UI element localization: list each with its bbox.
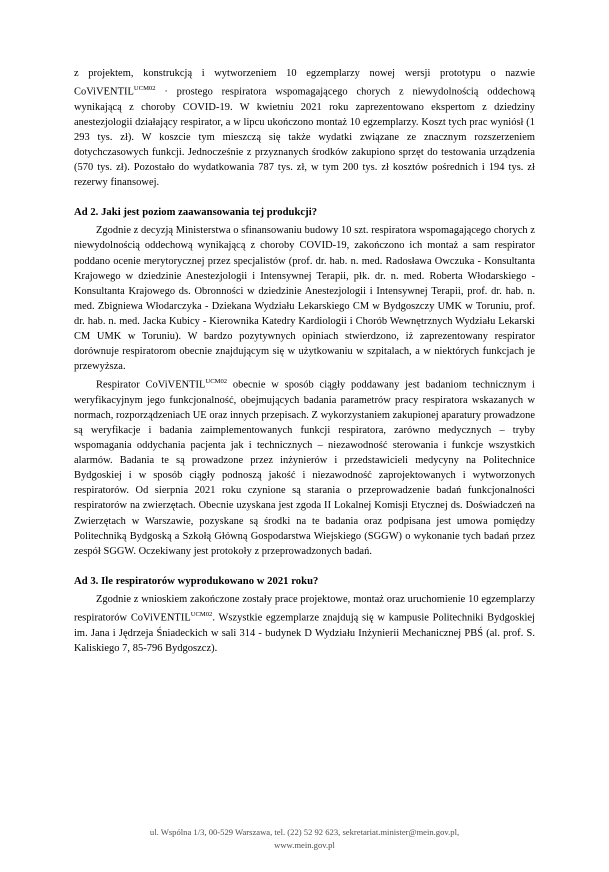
- spacer: [74, 559, 535, 574]
- heading-ad-3: Ad 3. Ile respiratorów wyprodukowano w 2021 roku?: [74, 575, 319, 587]
- superscript-label: UCM02: [133, 85, 156, 93]
- paragraph-ad2-first: Zgodnie z decyzją Ministerstwa o sfinansowaniu budowy 10 szt. respiratora wspomagającego chorych z niewydolnością oddechową wynikającą z choroby COVID-19, zakończono ich montaż a sam respirator poddano ocenie merytorycznej przez specjalistów (prof. dr. hab. n. med. Radosława Owczuka - Konsultanta Krajowego w dziedzinie Anestezjologii i Intensywnej Terapii, płk. dr. n. med. Roberta Włodarskiego - Konsultanta Krajowego ds. Obronności w dziedzinie Anestezjologii i Intensywnej Terapii, prof. dr. hab. n. med. Zbigniewa Włodarczyka - Dziekana Wydziału Lekarskiego CM w Bydgoszczy UMK w Toruniu, prof. dr. hab. n. med. Jacka Kubicy - Kierownika Katedry Kardiologii i Chorób Wewnętrznych Wydziału Lekarski CM UMK w Toruniu). W bardzo pozytywnych opiniach stwierdzono, iż zaprezentowany respirator dorównuje respiratorom obecnie znajdującym się w użytkowaniu w szpitalach, a w niektórych funkcjach je przewyższa.: [74, 225, 535, 373]
- heading-ad-2: Ad 2. Jaki jest poziom zaawansowania tej produkcji?: [74, 207, 318, 219]
- paragraph-intro-continued: z projektem, konstrukcją i wytworzeniem 10 egzemplarzy nowej wersji prototypu o nazwie CoViVENTIL$^{UCM02}$ · prostego respiratora wspomagającego chorych z niewydolnością oddechową wynikającą z choroby COVID-19. W kwietniu 2021 roku zaprezentowano ekspertom z dziedziny anestezjologii działający respirator, a w lipcu ukończono montaż 10 egzemplarzy. Koszt tych prac wyniósł (1 293 tys. zł). W koszcie tym mieszczą się także wydatki związane ze znacznym rozszerzeniem dotychczasowych funkcji. Jednocześnie z przyznanych środków zakupiono sprzęt do testowania urządzenia (570 tys. zł). Pozostało do wydatkowania 787 tys. zł, w tym 200 tys. zł kosztów pośrednich i 194 tys. zł rezerwy finansowej.: [74, 68, 535, 189]
- superscript-label: UCM02: [190, 611, 213, 619]
- superscript-label: UCM02: [205, 378, 228, 386]
- page-footer: [0, 826, 609, 852]
- paragraph-ad2-second: Respirator CoViVENTIL$^{UCM02}$ obecnie w sposób ciągły poddawany jest badaniom technicznym i weryfikacyjnym jego funkcjonalność, obejmujących badania parametrów pracy respiratora wskazanych w normach, rozporządzeniach UE oraz innych przepisach. Z wykorzystaniem zakupionej aparatury prowadzone są weryfikacje i badania zaimplementowanych funkcji respiratora, zarówno medycznych – tryby wspomagania oddychania pacjenta jak i technicznych – niezawodność sterowania i funkcje wszystkich alarmów. Badania te są prowadzone przez inżynierów i przedstawicieli medycyny na Politechnice Bydgoskiej i w sposób ciągły podnoszą jakość i niezawodność zaprojektowanych i wytworzonych respiratorów. Od sierpnia 2021 roku czynione są starania o przeprowadzenie badań funkcjonalności respiratorów na zwierzętach. Obecnie uzyskana jest zgoda II Lokalnej Komisji Etycznej ds. Doświadczeń na Zwierzętach w Warszawie, pozyskane są środki na te badania oraz podpisana jest umowa pomiędzy Politechniką Bydgoską a Szkołą Główną Gospodarstwa Wiejskiego (SGGW) o wykonanie tych badań przez zespół SGGW. Oczekiwany jest protokoły z przeprowadzonych badań.: [74, 378, 535, 557]
- paragraph-ad3: Zgodnie z wnioskiem zakończone zostały prace projektowe, montaż oraz uruchomienie 10 egzemplarzy respiratorów CoViVENTIL$^{UCM02}$. Wszystkie egzemplarze znajdują się w kampusie Politechniki Bydgoskiej im. Jana i Jędrzeja Śniadeckich w sali 314 - budynek D Wydziału Inżynierii Mechanicznej PBŚ (al. prof. S. Kaliskiego 7, 85-796 Bydgoszcz).: [74, 593, 535, 654]
- footer-website-line: www.mein.gov.pl: [274, 840, 335, 850]
- spacer: [74, 190, 535, 205]
- footer-address-line: ul. Wspólna 1/3, 00-529 Warszawa, tel. (22) 52 92 623, sekretariat.minister@mein.gov.pl,: [149, 827, 460, 837]
